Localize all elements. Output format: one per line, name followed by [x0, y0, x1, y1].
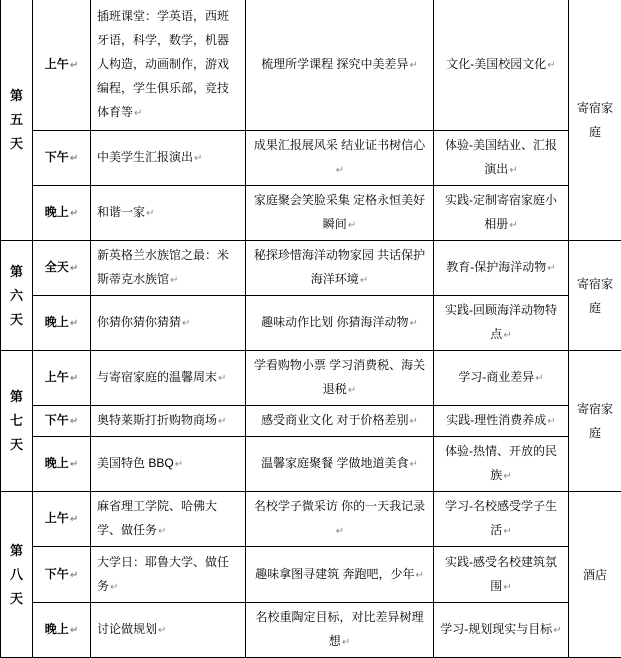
day-label-char: 第 — [7, 539, 26, 563]
paragraph-mark: ↵ — [535, 373, 543, 384]
learning-cell-text: 实践-理性消费养成 — [446, 413, 546, 427]
paragraph-mark: ↵ — [70, 416, 78, 427]
learning-cell-text: 文化-美国校园文化 — [446, 57, 546, 71]
activity-cell — [91, 131, 246, 186]
learning-cell — [434, 492, 569, 547]
time-slot — [33, 351, 91, 406]
activity-cell — [91, 547, 246, 603]
paragraph-mark: ↵ — [194, 153, 202, 164]
theme-cell — [246, 131, 434, 186]
theme-cell-text: 家庭聚会笑脸采集 定格永恒美好瞬间 — [254, 193, 425, 231]
itinerary-row — [1, 296, 621, 351]
learning-cell — [434, 351, 569, 406]
learning-cell — [434, 603, 569, 658]
paragraph-mark: ↵ — [360, 275, 368, 286]
theme-cell-text: 名校学子微采访 你的一天我记录 — [254, 499, 425, 513]
learning-cell-text: 体验-美国结业、汇报演出 — [445, 138, 557, 176]
learning-cell-text: 实践-感受名校建筑氛围 — [445, 555, 557, 593]
paragraph-mark: ↵ — [70, 60, 78, 71]
paragraph-mark: ↵ — [158, 625, 166, 636]
itinerary-row — [1, 351, 621, 406]
paragraph-mark: ↵ — [409, 459, 417, 470]
paragraph-mark: ↵ — [342, 637, 350, 648]
paragraph-mark: ↵ — [70, 263, 78, 274]
lodging-cell — [569, 0, 621, 241]
paragraph-mark: ↵ — [70, 514, 78, 525]
day-label-char: 天 — [7, 308, 26, 332]
paragraph-mark: ↵ — [409, 60, 417, 71]
time-slot — [33, 131, 91, 186]
activity-cell-text: 你猜你猜你猜猜 — [97, 315, 181, 329]
paragraph-mark: ↵ — [70, 570, 78, 581]
theme-cell-text: 名校重陶定目标，对比差异树理想 — [255, 610, 423, 648]
learning-cell-text: 实践-定制寄宿家庭小相册 — [445, 193, 557, 231]
theme-cell — [246, 241, 434, 296]
paragraph-mark: ↵ — [170, 275, 178, 286]
learning-cell — [434, 296, 569, 351]
itinerary-row — [1, 603, 621, 658]
learning-cell — [434, 406, 569, 437]
learning-cell-text: 学习-名校感受学子生活 — [445, 499, 557, 537]
time-slot-text: 晚上 — [45, 456, 69, 470]
time-slot — [33, 406, 91, 437]
itinerary-row — [1, 131, 621, 186]
learning-cell — [434, 186, 569, 241]
paragraph-mark: ↵ — [503, 526, 511, 537]
theme-cell — [246, 437, 434, 492]
paragraph-mark: ↵ — [70, 625, 78, 636]
theme-cell — [246, 0, 434, 131]
theme-cell — [246, 296, 434, 351]
activity-cell — [91, 0, 246, 131]
paragraph-mark: ↵ — [336, 165, 344, 176]
time-slot — [33, 0, 91, 131]
paragraph-mark: ↵ — [218, 373, 226, 384]
itinerary-row — [1, 241, 621, 296]
paragraph-mark: ↵ — [218, 416, 226, 427]
lodging-text: 酒店 — [583, 568, 607, 582]
time-slot — [33, 241, 91, 296]
theme-cell-text: 秘探珍惜海洋动物家园 共话保护海洋环境 — [254, 248, 425, 286]
theme-cell-text: 梳理所学课程 探究中美差异 — [261, 57, 408, 71]
learning-cell-text: 教育-保护海洋动物 — [446, 260, 546, 274]
theme-cell — [246, 406, 434, 437]
itinerary-row — [1, 186, 621, 241]
time-slot-text: 下午 — [45, 150, 69, 164]
day-label-char: 七 — [7, 409, 26, 433]
time-slot-text: 晚上 — [45, 622, 69, 636]
itinerary-row — [1, 406, 621, 437]
paragraph-mark: ↵ — [348, 220, 356, 231]
itinerary-row — [1, 437, 621, 492]
activity-cell — [91, 296, 246, 351]
itinerary-row — [1, 0, 621, 131]
paragraph-mark: ↵ — [409, 416, 417, 427]
time-slot-text: 下午 — [45, 413, 69, 427]
paragraph-mark: ↵ — [146, 208, 154, 219]
activity-cell — [91, 406, 246, 437]
paragraph-mark: ↵ — [70, 153, 78, 164]
time-slot-text: 全天 — [45, 260, 69, 274]
learning-cell — [434, 0, 569, 131]
activity-cell — [91, 186, 246, 241]
theme-cell — [246, 351, 434, 406]
paragraph-mark: ↵ — [509, 220, 517, 231]
paragraph-mark: ↵ — [182, 318, 190, 329]
paragraph-mark: ↵ — [348, 385, 356, 396]
activity-cell-text: 奥特莱斯打折购物商场 — [97, 413, 217, 427]
activity-cell-text: 大学日：耶鲁大学、做任务 — [97, 555, 229, 593]
activity-cell-text: 麻省理工学院、哈佛大学、做任务 — [97, 499, 217, 537]
day-label-char: 五 — [7, 108, 26, 132]
time-slot — [33, 603, 91, 658]
lodging-text: 寄宿家庭 — [577, 402, 613, 440]
time-slot-text: 上午 — [45, 370, 69, 384]
paragraph-mark: ↵ — [409, 318, 417, 329]
time-slot-text: 上午 — [45, 511, 69, 525]
day-label-char: 六 — [7, 284, 26, 308]
lodging-cell — [569, 351, 621, 492]
activity-cell-text: 和谐一家 — [97, 205, 145, 219]
itinerary-row — [1, 547, 621, 603]
day-label-char: 第 — [7, 385, 26, 409]
theme-cell — [246, 492, 434, 547]
learning-cell-text: 实践-回顾海洋动物特点 — [445, 303, 557, 341]
activity-cell-text: 美国特色 BBQ — [97, 456, 174, 470]
day-label-char: 天 — [7, 587, 26, 611]
learning-cell-text: 体验-热情、开放的民族 — [445, 444, 557, 482]
time-slot — [33, 186, 91, 241]
theme-cell-text: 趣味拿图寻建筑 奔跑吧，少年 — [255, 567, 414, 581]
activity-cell-text: 插班课堂：学英语，西班牙语，科学，数学，机器人构造，动画制作，游戏编程，学生俱乐部，竞技体育等 — [97, 9, 229, 119]
theme-cell-text: 趣味动作比划 你猜海洋动物 — [261, 315, 408, 329]
theme-cell-text: 学看购物小票 学习消费税、海关退税 — [254, 358, 425, 396]
learning-cell — [434, 131, 569, 186]
day-label — [1, 492, 33, 658]
time-slot-text: 下午 — [45, 567, 69, 581]
paragraph-mark: ↵ — [158, 526, 166, 537]
paragraph-mark: ↵ — [503, 471, 511, 482]
itinerary-row — [1, 492, 621, 547]
time-slot — [33, 492, 91, 547]
paragraph-mark: ↵ — [503, 582, 511, 593]
theme-cell-text: 成果汇报展风采 结业证书树信心 — [254, 138, 425, 152]
activity-cell — [91, 241, 246, 296]
paragraph-mark: ↵ — [415, 570, 423, 581]
day-label — [1, 351, 33, 492]
theme-cell — [246, 186, 434, 241]
theme-cell-text: 温馨家庭聚餐 学做地道美食 — [261, 456, 408, 470]
day-label-char: 第 — [7, 260, 26, 284]
paragraph-mark: ↵ — [509, 165, 517, 176]
lodging-text: 寄宿家庭 — [577, 101, 613, 139]
paragraph-mark: ↵ — [547, 60, 555, 71]
learning-cell — [434, 437, 569, 492]
learning-cell-text: 学习-商业差异 — [458, 370, 534, 384]
paragraph-mark: ↵ — [70, 459, 78, 470]
activity-cell — [91, 603, 246, 658]
theme-cell — [246, 603, 434, 658]
activity-cell-text: 讨论做规划 — [97, 622, 157, 636]
paragraph-mark: ↵ — [175, 459, 183, 470]
day-label — [1, 0, 33, 241]
activity-cell — [91, 437, 246, 492]
paragraph-mark: ↵ — [70, 318, 78, 329]
paragraph-mark: ↵ — [553, 625, 561, 636]
learning-cell — [434, 547, 569, 603]
day-label-char: 天 — [7, 433, 26, 457]
paragraph-mark: ↵ — [70, 208, 78, 219]
learning-cell — [434, 241, 569, 296]
paragraph-mark: ↵ — [134, 108, 142, 119]
paragraph-mark: ↵ — [503, 330, 511, 341]
time-slot-text: 晚上 — [45, 205, 69, 219]
time-slot — [33, 547, 91, 603]
time-slot — [33, 296, 91, 351]
learning-cell-text: 学习-规划现实与目标 — [440, 622, 552, 636]
activity-cell — [91, 351, 246, 406]
paragraph-mark: ↵ — [336, 526, 344, 537]
lodging-cell — [569, 241, 621, 351]
paragraph-mark: ↵ — [70, 373, 78, 384]
paragraph-mark: ↵ — [547, 416, 555, 427]
time-slot-text: 上午 — [45, 57, 69, 71]
paragraph-mark: ↵ — [110, 582, 118, 593]
day-label-char: 天 — [7, 132, 26, 156]
lodging-cell — [569, 492, 621, 658]
day-label — [1, 241, 33, 351]
day-label-char: 八 — [7, 563, 26, 587]
paragraph-mark: ↵ — [547, 263, 555, 274]
lodging-text: 寄宿家庭 — [577, 277, 613, 315]
activity-cell — [91, 492, 246, 547]
activity-cell-text: 新英格兰水族馆之最：米斯蒂克水族馆 — [97, 248, 229, 286]
time-slot — [33, 437, 91, 492]
activity-cell-text: 中美学生汇报演出 — [97, 150, 193, 164]
itinerary-body — [1, 0, 621, 658]
time-slot-text: 晚上 — [45, 315, 69, 329]
theme-cell — [246, 547, 434, 603]
activity-cell-text: 与寄宿家庭的温馨周末 — [97, 370, 217, 384]
day-label-char: 第 — [7, 84, 26, 108]
theme-cell-text: 感受商业文化 对于价格差别 — [261, 413, 408, 427]
